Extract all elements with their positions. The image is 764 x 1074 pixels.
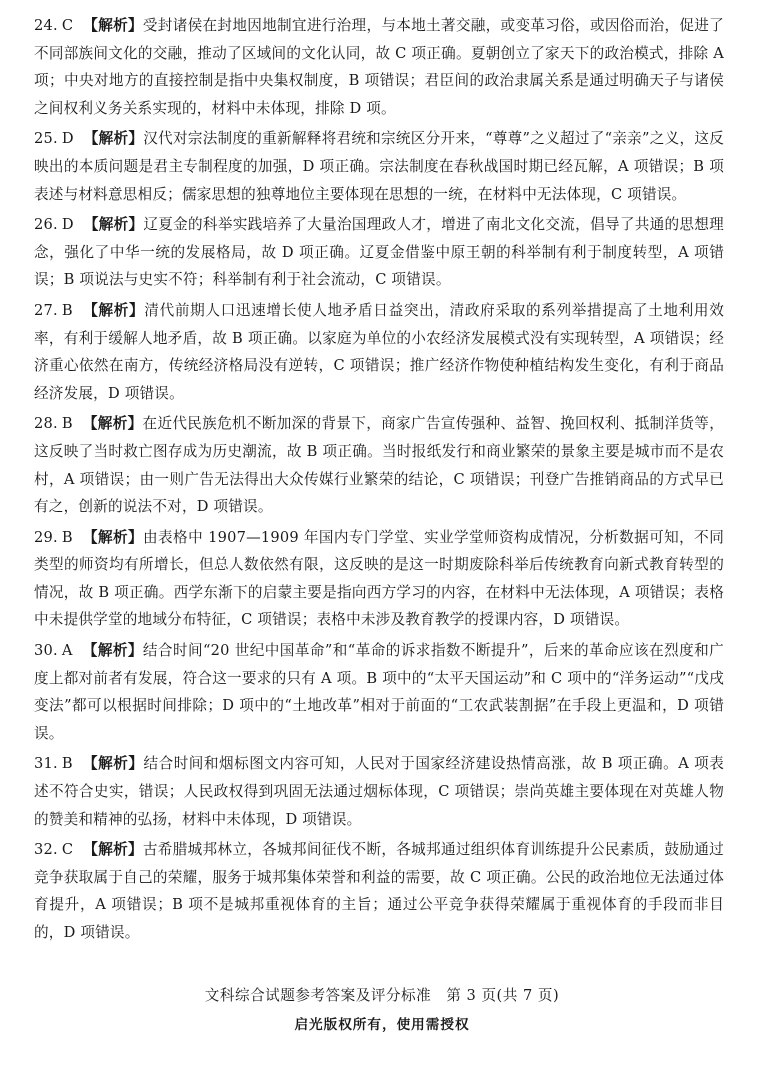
answer-item-32 xyxy=(34,836,724,946)
answer-item-27 xyxy=(34,297,724,407)
analysis-text: 古希腊城邦林立，各城邦间征伐不断，各城邦通过组织体育训练提升公民素质，鼓励通过竞争获取属于自己的荣耀，服务于城邦集体荣誉和利益的需要，故 C 项正确。公民的政治地位无法通过体育提升，A 项错误；B 项不是城邦重视体育的主旨；通过公平竞争获得荣耀属于重视体育的手段而非目的，D 项错误。 xyxy=(34,841,724,941)
analysis-tag: 【解析】 xyxy=(83,841,143,859)
analysis-tag: 【解析】 xyxy=(82,755,144,773)
question-number: 26. xyxy=(34,216,58,234)
analysis-text: 结合时间和烟标图文内容可知，人民对于国家经济建设热情高涨，故 B 项正确。A 项表述不符合史实，错误；人民政权得到巩固无法通过烟标体现，C 项错误；崇尚英雄主要体现在对英雄人物的赞美和精神的弘扬，材料中未体现，D 项错误。 xyxy=(34,755,724,828)
analysis-text: 辽夏金的科举实践培养了大量治国理政人才，增进了南北文化交流，倡导了共通的思想理念，强化了中华一统的发展格局，故 D 项正确。辽夏金借鉴中原王朝的科举制有利于制度转型，A 项错误；B 项说法与史实不符；科举制有利于社会流动，C 项错误。 xyxy=(34,216,724,289)
answer-letter: B xyxy=(61,301,73,319)
answer-item-31 xyxy=(34,750,724,833)
answer-letter: C xyxy=(61,17,74,34)
question-number: 25. xyxy=(34,130,58,148)
question-number: 29. xyxy=(34,528,58,546)
answer-letter: B xyxy=(61,755,73,773)
analysis-text: 结合时间“20 世纪中国革命”和“革命的诉求指数不断提升”，后来的革命应该在烈度和广度上都对前者有发展，符合这一要求的只有 A 项。B 项中的“太平天国运动”和 C 项中的“洋务运动”“戊戌变法”都可以根据时间排除；D 项中的“土地改革”相对于前面的“工农武装割据”在手段上更温和，D 项错误。 xyxy=(34,642,724,742)
analysis-tag: 【解析】 xyxy=(83,17,143,34)
analysis-text: 受封诸侯在封地因地制宜进行治理，与本地土著交融，或变革习俗，或因俗而治，促进了不同部族间文化的交融，推动了区域间的文化认同，故 C 项正确。夏朝创立了家天下的政治模式，排除 A 项；中央对地方的直接控制是指中央集权制度，B 项错误；君臣间的政治隶属关系是通过明确天子与诸侯之间权利义务关系实现的，材料中未体现，排除 D 项。 xyxy=(34,17,724,117)
analysis-tag: 【解析】 xyxy=(82,301,145,319)
answer-item-24 xyxy=(34,12,724,122)
question-number: 32. xyxy=(34,841,58,859)
answer-letter: B xyxy=(61,528,73,546)
answer-list xyxy=(34,12,724,947)
question-number: 27. xyxy=(34,301,58,319)
answer-item-25 xyxy=(34,125,724,208)
answer-letter: C xyxy=(61,841,74,859)
analysis-text: 在近代民族危机不断加深的背景下，商家广告宣传强种、益智、挽回权利、抵制洋货等，这反映了当时救亡图存成为历史潮流，故 B 项正确。当时报纸发行和商业繁荣的景象主要是城市而不是农村，A 项错误；由一则广告无法得出大众传媒行业繁荣的结论，C 项错误；刊登广告推销商品的方式早已有之，创新的说法不对，D 项错误。 xyxy=(34,415,724,516)
analysis-text: 汉代对宗法制度的重新解释将君统和宗统区分开来，“尊尊”之义超过了“亲亲”之义，这反映出的本质问题是君主专制程度的加强，D 项正确。宗法制度在春秋战国时期已经瓦解，A 项错误；B 项表述与材料意思相反；儒家思想的独尊地位主要体现在思想的一统，在材料中无法体现，C 项错误。 xyxy=(34,130,725,203)
question-number: 24. xyxy=(34,17,58,34)
analysis-tag: 【解析】 xyxy=(82,528,144,546)
analysis-tag: 【解析】 xyxy=(83,216,144,234)
question-number: 28. xyxy=(34,415,58,433)
answer-letter: B xyxy=(61,415,73,433)
answer-item-30 xyxy=(34,637,724,747)
analysis-tag: 【解析】 xyxy=(83,130,144,148)
question-number: 30. xyxy=(34,642,58,660)
question-number: 31. xyxy=(34,755,58,773)
analysis-tag: 【解析】 xyxy=(82,642,143,660)
answer-item-28 xyxy=(34,410,724,520)
page-footer: 文科综合试题参考答案及评分标准 第 3 页(共 7 页) xyxy=(204,987,560,1004)
answer-letter: D xyxy=(61,216,74,234)
answer-item-29 xyxy=(34,524,724,634)
answer-item-26 xyxy=(34,211,724,294)
answer-letter: D xyxy=(61,130,74,148)
analysis-text: 由表格中 1907—1909 年国内专门学堂、实业学堂师资构成情况，分析数据可知，不同类型的师资均有所增长，但总人数依然有限，这反映的是这一时期废除科举后传统教育向新式教育转型的情况，故 B 项正确。西学东渐下的启蒙主要是指向西方学习的内容，在材料中无法体现，A 项错误；表格中未提供学堂的地域分布特征，C 项错误；表格中未涉及教育教学的授课内容，D 项错误。 xyxy=(34,528,724,629)
analysis-text: 清代前期人口迅速增长使人地矛盾日益突出，清政府采取的系列举措提高了土地利用效率，有利于缓解人地矛盾，故 B 项正确。以家庭为单位的小农经济发展模式没有实现转型，A 项错误；经济重心依然在南方，传统经济格局没有逆转，C 项错误；推广经济作物使种植结构发生变化，有利于商品经济发展，D 项错误。 xyxy=(34,301,724,402)
answer-letter: A xyxy=(61,642,73,660)
analysis-tag: 【解析】 xyxy=(82,415,143,433)
copyright-notice: 启光版权所有，使用需授权 xyxy=(294,1017,470,1033)
